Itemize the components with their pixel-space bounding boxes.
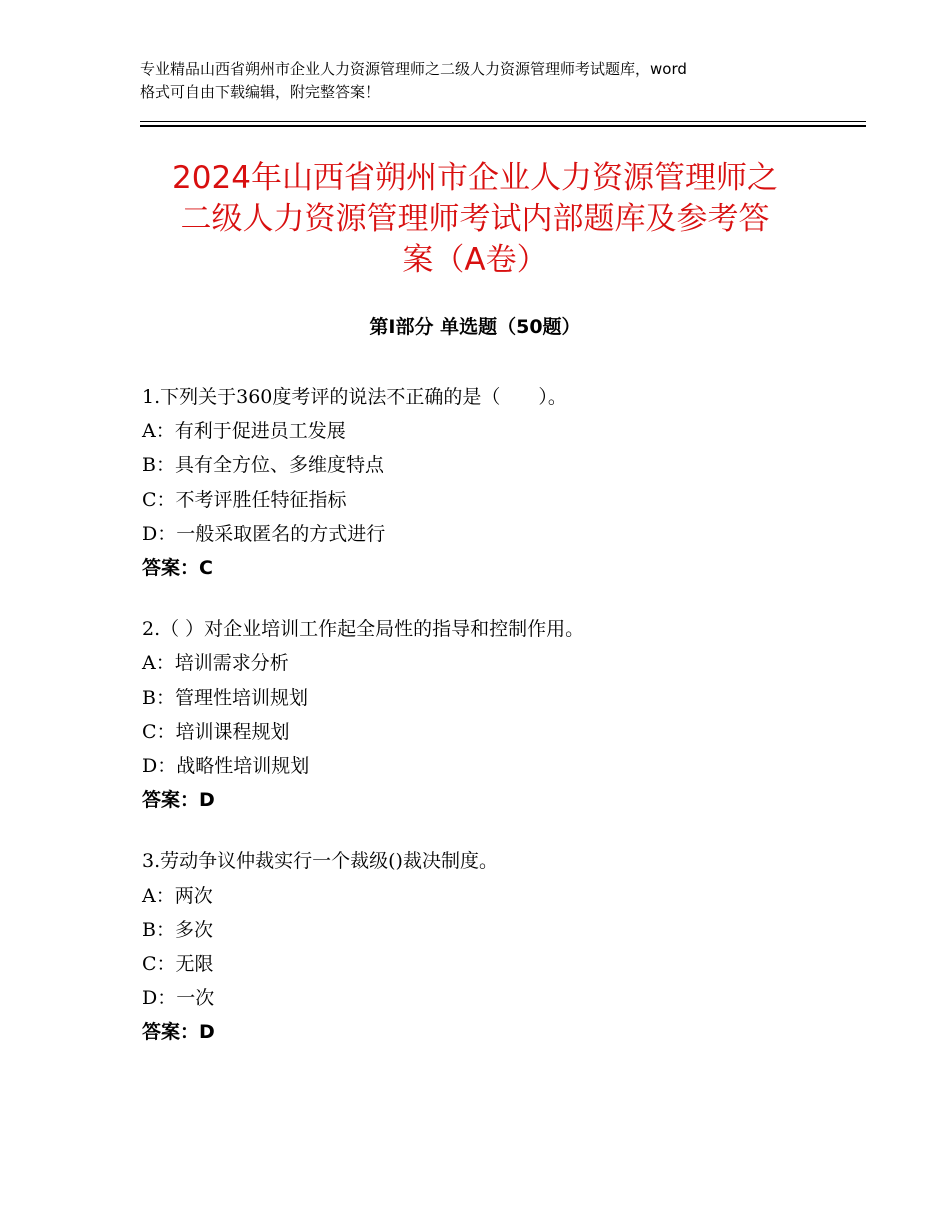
option-c: C：不考评胜任特征指标 bbox=[142, 488, 347, 511]
answer-label: 答案：C bbox=[142, 557, 213, 580]
option-d: D：战略性培训规划 bbox=[142, 755, 310, 778]
option-b: B：多次 bbox=[142, 918, 213, 941]
question-stem: 3.劳动争议仲裁实行一个裁级()裁决制度。 bbox=[142, 850, 498, 873]
title-line: 案（A卷） bbox=[402, 242, 548, 278]
option-d: D：一般采取匿名的方式进行 bbox=[142, 522, 386, 545]
question-item bbox=[142, 844, 862, 1049]
title-line: 2024年山西省朔州市企业人力资源管理师之 bbox=[172, 160, 778, 196]
header-note-line: 专业精品山西省朔州市企业人力资源管理师之二级人力资源管理师考试题库，word bbox=[140, 60, 687, 78]
section-heading: 第Ⅰ部分 单选题（50题） bbox=[369, 316, 581, 338]
header-note-line: 格式可自由下载编辑，附完整答案！ bbox=[140, 83, 381, 101]
question-list bbox=[142, 380, 862, 1077]
header-divider bbox=[140, 125, 866, 127]
option-a: A：两次 bbox=[142, 884, 213, 907]
answer-label: 答案：D bbox=[142, 789, 215, 812]
question-stem: 2.（ ）对企业培训工作起全局性的指导和控制作用。 bbox=[142, 618, 585, 641]
document-title bbox=[120, 158, 830, 281]
header-divider bbox=[140, 121, 866, 122]
option-a: A：有利于促进员工发展 bbox=[142, 420, 346, 443]
answer-label: 答案：D bbox=[142, 1021, 215, 1044]
question-item bbox=[142, 612, 862, 817]
option-a: A：培训需求分析 bbox=[142, 652, 289, 675]
header-note bbox=[140, 58, 830, 104]
title-line: 二级人力资源管理师考试内部题库及参考答 bbox=[180, 201, 770, 237]
question-stem: 1.下列关于360度考评的说法不正确的是（ ）。 bbox=[142, 386, 567, 408]
question-item bbox=[142, 380, 862, 585]
option-c: C：无限 bbox=[142, 953, 214, 976]
option-b: B：管理性培训规划 bbox=[142, 686, 308, 709]
option-b: B：具有全方位、多维度特点 bbox=[142, 454, 384, 477]
option-c: C：培训课程规划 bbox=[142, 720, 290, 743]
option-d: D：一次 bbox=[142, 987, 215, 1010]
